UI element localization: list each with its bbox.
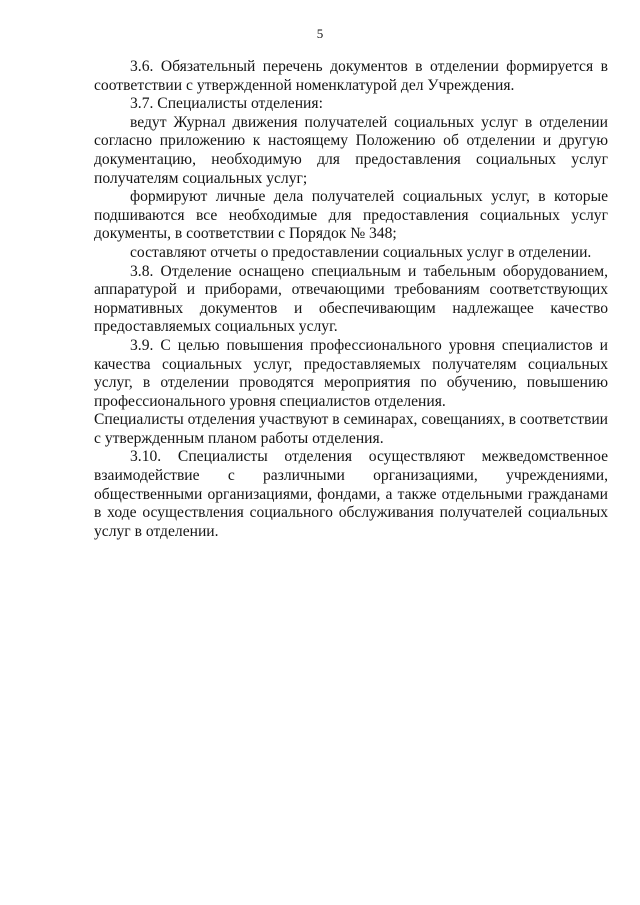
paragraph-3-6: 3.6. Обязательный перечень документов в отделении формируется в соответствии с утвержденной номенклатурой дел Учреждения.: [94, 58, 608, 94]
page-number: 5: [316, 26, 324, 41]
document-body: [94, 58, 608, 541]
paragraph-3-7-heading: 3.7. Специалисты отделения:: [130, 95, 323, 113]
paragraph-3-8: 3.8. Отделение оснащено специальным и табельным оборудованием, аппаратурой и приборами, отвечающими требованиям соответствующих нормативных документов и обеспечивающим надлежащее качество предоставляемых социальных услуг.: [94, 262, 608, 336]
paragraph-3-7-personal-files: формируют личные дела получателей социальных услуг, в которые подшиваются все необходимые для предоставления социальных услуг документы, в соответствии с Порядок № 348;: [94, 188, 608, 243]
paragraph-3-10: 3.10. Специалисты отделения осуществляют межведомственное взаимодействие с различными организациями, учреждениями, общественными организациями, фондами, а также отдельными гражданами в ходе осуществления социального обслуживания получателей социальных услуг в отделении.: [94, 448, 608, 540]
paragraph-3-9-seminars: Специалисты отделения участвуют в семинарах, совещаниях, в соответствии с утвержденным планом работы отделения.: [94, 411, 609, 447]
paragraph-3-7-reports: составляют отчеты о предоставлении социальных услуг в отделении.: [130, 243, 592, 261]
paragraph-3-7-journal: ведут Журнал движения получателей социальных услуг в отделении согласно приложению к настоящему Положению об отделении и другую документацию, необходимую для предоставления социальных услуг получателям социальных услуг;: [94, 113, 608, 187]
paragraph-3-9: 3.9. С целью повышения профессионального уровня специалистов и качества социальных услуг, предоставляемых получателям социальных услуг, в отделении проводятся мероприятия по обучению, повышению профессионального уровня специалистов отделения.: [94, 336, 608, 410]
